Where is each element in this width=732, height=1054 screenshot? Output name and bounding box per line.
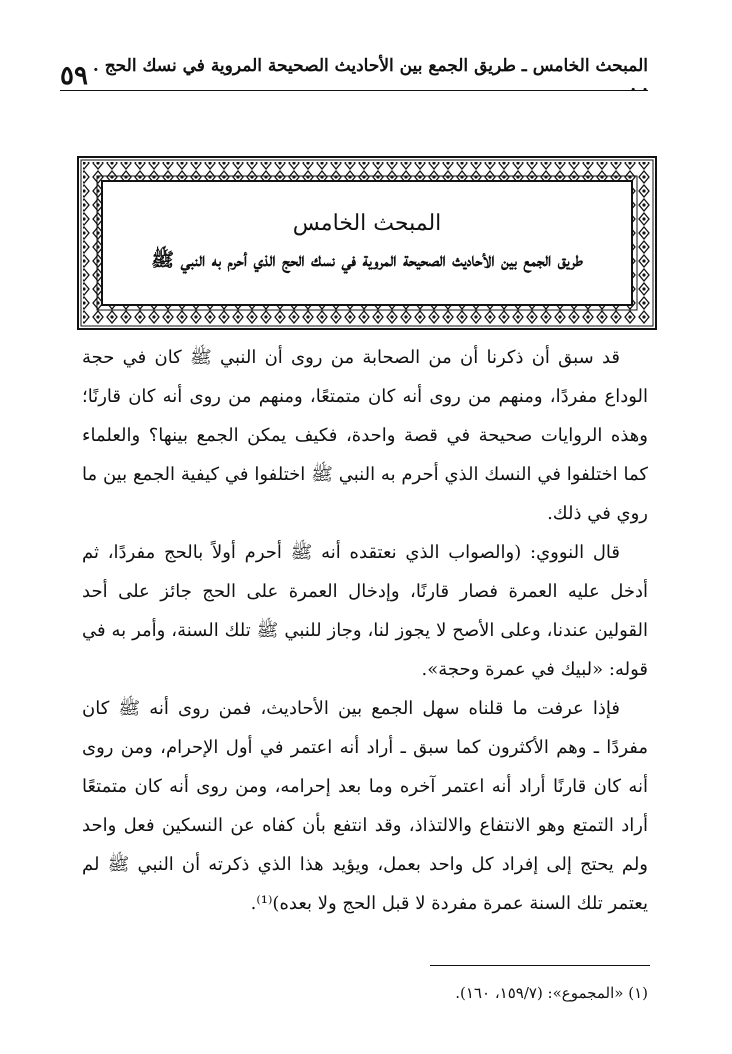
header-rule	[60, 90, 648, 91]
footnote-rule	[430, 965, 650, 966]
footnote-marker: (١)	[628, 984, 648, 1002]
footnote	[82, 984, 648, 1002]
paragraph-2: قال النووي: (والصواب الذي نعتقده أنه ﷺ أحرم أولاً بالحج مفردًا، ثم أدخل عليه العمرة فصار قارنًا، وإدخال العمرة على الحج جائز على أحد القولين عندنا، وعلى الأصح لا يجوز لنا، وجاز للنبي ﷺ تلك السنة، وأمر به في قوله: «لبيك في عمرة وحجة».	[82, 542, 648, 680]
footnote-text: «المجموع»: (١٥٩/٧، ١٦٠).	[455, 984, 624, 1002]
body-text	[82, 338, 648, 923]
paragraph-3: فإذا عرفت ما قلناه سهل الجمع بين الأحاديث، فمن روى أنه ﷺ كان مفردًا ـ وهم الأكثرون كما سبق ـ أراد أنه اعتمر في أول الإحرام، ومن روى أنه كان قارنًا أراد أنه اعتمر آخره وما بعد إحرامه، ومن روى أنه كان متمتعًا أراد التمتع وهو الانتفاع والالتذاذ، وقد انتفع بأن كفاه عن النسكين فعل واحد ولم يحتج إلى إفراد كل واحد بعمل، ويؤيد هذا الذي ذكرته أن النبي ﷺ لم يعتمر تلك السنة عمرة مفردة لا قبل الحج ولا بعده)⁽¹⁾.	[82, 698, 648, 914]
paragraph-1: قد سبق أن ذكرنا أن من الصحابة من روى أن النبي ﷺ كان في حجة الوداع مفردًا، ومنهم من روى أنه كان متمتعًا، ومنهم من روى أنه كان قارنًا؛ وهذه الروايات صحيحة في قصة واحدة، فكيف يمكن الجمع بينها؟ والعلماء كما اختلفوا في النسك الذي أحرم به النبي ﷺ اختلفوا في كيفية الجمع بين ما روي في ذلك.	[82, 347, 648, 524]
page-number: ٥٩	[60, 61, 88, 91]
ornamental-frame	[77, 156, 657, 330]
running-title: المبحث الخامس ـ طريق الجمع بين الأحاديث الصحيحة المروية في نسك الحج . . .	[92, 56, 648, 96]
section-heading: المبحث الخامس	[292, 210, 442, 236]
section-title-box	[101, 180, 633, 306]
section-title: طريق الجمع بين الأحاديث الصحيحة المروية في نسك الحج الذي أحرم به النبي ﷺ	[151, 248, 583, 271]
